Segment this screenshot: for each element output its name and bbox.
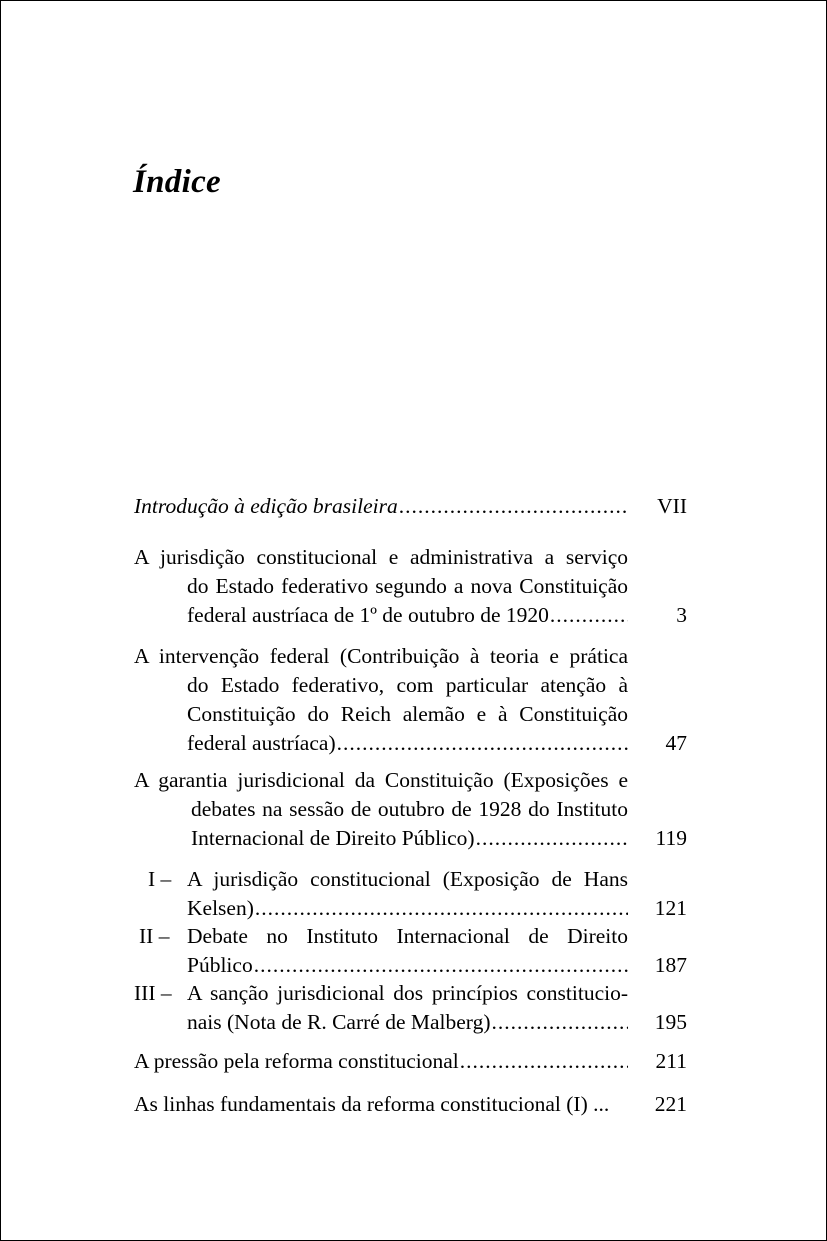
toc-page-number: 221: [654, 1092, 687, 1116]
toc-leader-dots: [476, 823, 628, 853]
toc-entry-line: A jurisdição constitucional e administrativa a serviço: [134, 545, 628, 569]
toc-entry-line: federal austríaca): [187, 731, 336, 755]
page-title: Índice: [133, 164, 221, 200]
toc-entry-line: A garantia jurisdicional da Constituição (Exposições e: [134, 768, 628, 792]
toc-page-number: 211: [655, 1049, 687, 1073]
toc-leader-dots: [460, 1046, 628, 1076]
toc-entry-line: Internacional de Direito Público): [191, 826, 475, 850]
toc-entry-line: do Estado federativo segundo a nova Constituição: [187, 574, 628, 598]
toc-entry-line: Debate no Instituto Internacional de Direito: [187, 924, 628, 948]
toc-leader-dots: [337, 728, 628, 758]
toc-page-number: 121: [654, 896, 687, 920]
toc-page-number: 119: [655, 826, 687, 850]
toc-page-number: 3: [676, 603, 687, 627]
toc-leader-dots: [399, 491, 628, 521]
toc-entry-title: Introdução à edição brasileira: [134, 494, 398, 518]
toc-entry-line: Constituição do Reich alemão e à Constituição: [187, 702, 628, 726]
toc-entry-title: As linhas fundamentais da reforma constitucional (I) ...: [134, 1092, 610, 1116]
toc-entry-line: federal austríaca de 1º de outubro de 1920: [187, 603, 549, 627]
toc-leader-dots: [492, 1007, 629, 1037]
toc-leader-dots: [254, 950, 628, 980]
toc-leader-dots: [255, 893, 628, 923]
toc-entry-line: A intervenção federal (Contribuição à teoria e prática: [134, 644, 628, 668]
toc-roman-numeral: III –: [134, 981, 172, 1005]
toc-entry-line: A jurisdição constitucional (Exposição de Hans: [187, 867, 628, 891]
toc-page-number: VII: [657, 494, 687, 518]
toc-entry-line: debates na sessão de outubro de 1928 do Instituto: [191, 797, 628, 821]
toc-entry-line: nais (Nota de R. Carré de Malberg): [187, 1010, 491, 1034]
toc-entry-line: Público: [187, 953, 253, 977]
toc-roman-numeral: II –: [139, 924, 170, 948]
toc-entry-title: A pressão pela reforma constitucional: [134, 1049, 459, 1073]
toc-page-number: 195: [654, 1010, 687, 1034]
toc-leader-dots: [550, 600, 628, 630]
toc-entry-line: Kelsen): [187, 896, 254, 920]
toc-page-number: 47: [665, 731, 687, 755]
toc-page-number: 187: [654, 953, 687, 977]
toc-entry-line: A sanção jurisdicional dos princípios constitucio-: [187, 981, 628, 1005]
toc-roman-numeral: I –: [148, 867, 172, 891]
toc-entry-line: do Estado federativo, com particular atenção à: [187, 673, 628, 697]
